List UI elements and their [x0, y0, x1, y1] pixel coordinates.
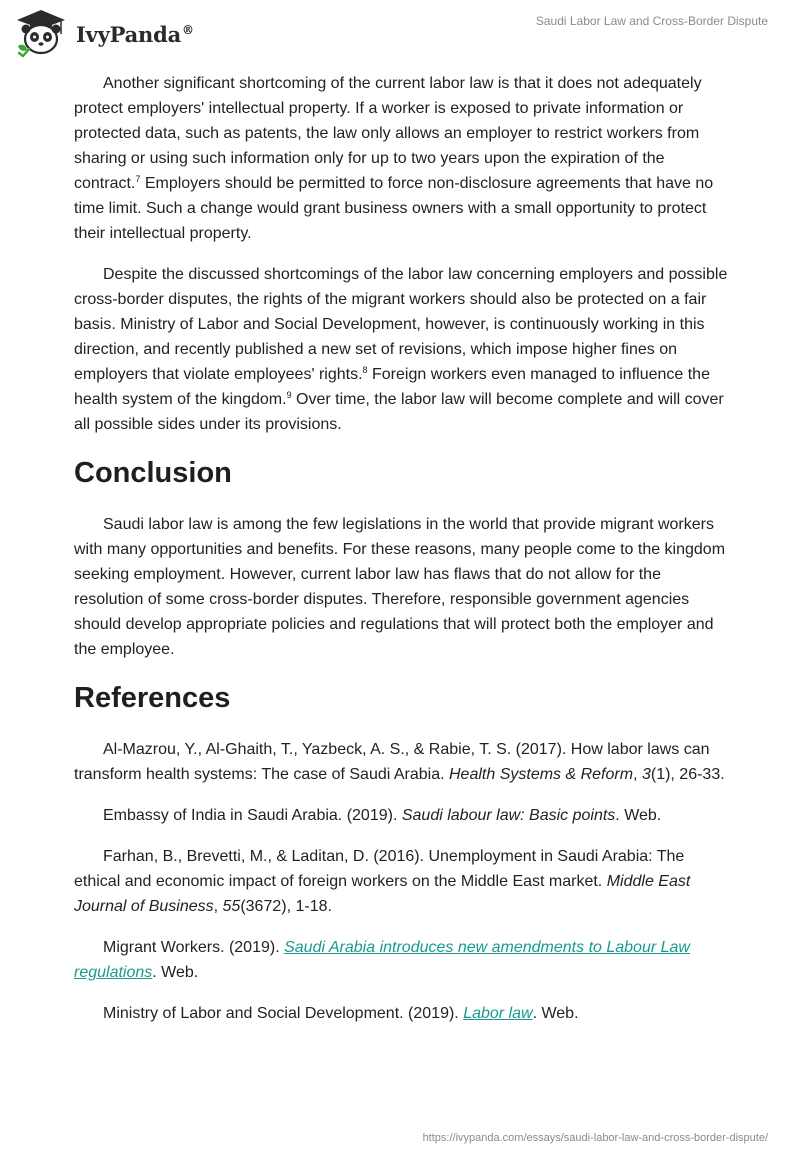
- reference-link[interactable]: Saudi Arabia introduces new amendments to Labour Law regulations: [74, 939, 690, 981]
- paragraph: Despite the discussed shortcomings of the labor law concerning employers and possible cross-border disputes, the rights of the migrant workers should also be protected on a fair basis. Ministry of Labor and Social Development, however, is continuously working in this direction, and recently published a new set of revisions, which impose higher fines on employers that violate employees' rights.$^8$ Foreign workers even managed to influence the health system of the kingdom.$^9$ Over time, the labor law will become complete and will cover all possible sides under its provisions.: [74, 266, 728, 433]
- reference-item: Al-Mazrou, Y., Al-Ghaith, T., Yazbeck, A. S., & Rabie, T. S. (2017). How labor laws can transform health systems: The case of Saudi Arabia. Health Systems & Reform, 3(1), 26-33.: [74, 741, 725, 783]
- essay-body: [74, 71, 730, 1042]
- source-url: https://ivypanda.com/essays/saudi-labor-law-and-cross-border-dispute/: [422, 1132, 768, 1144]
- document-title: Saudi Labor Law and Cross-Border Dispute: [535, 14, 768, 28]
- logo[interactable]: [14, 8, 194, 58]
- reference-link[interactable]: Labor law: [463, 1005, 533, 1022]
- reference-item: Farhan, B., Brevetti, M., & Laditan, D. (2016). Unemployment in Saudi Arabia: The ethical and economic impact of foreign workers on the Middle East market. Middle East Journal of Business, 55(3672), 1-18.: [74, 848, 691, 915]
- reference-item: Embassy of India in Saudi Arabia. (2019). Saudi labour law: Basic points. Web.: [103, 807, 662, 824]
- paragraph: Another significant shortcoming of the current labor law is that it does not adequately protect employers' intellectual property. If a worker is exposed to private information or protected data, such as patents, the law only allows an employer to restrict workers from sharing or using such information only for up to two years upon the expiration of the contract.$^7$ Employers should be permitted to force non-disclosure agreements that have no time limit. Such a change would grant business owners with a small opportunity to protect their intellectual property.: [74, 75, 714, 242]
- brand-name: IvyPanda®: [76, 21, 194, 47]
- reference-item: Ministry of Labor and Social Development. (2019). Labor law. Web.: [103, 1005, 579, 1022]
- panda-graduate-icon: [14, 8, 68, 58]
- references-heading: References: [74, 682, 231, 714]
- reference-item: Migrant Workers. (2019). Saudi Arabia introduces new amendments to Labour Law regulations. Web.: [74, 939, 690, 981]
- paragraph: Saudi labor law is among the few legislations in the world that provide migrant workers with many opportunities and benefits. For these reasons, many people come to the kingdom seeking employment. However, current labor law has flaws that do not allow for the resolution of some cross-border disputes. Therefore, responsible government agencies should develop appropriate policies and regulations that will protect both the employer and the employee.: [74, 516, 726, 658]
- conclusion-heading: Conclusion: [74, 457, 232, 489]
- footnote-marker[interactable]: 8: [362, 365, 368, 375]
- footnote-marker[interactable]: 7: [135, 174, 141, 184]
- footnote-marker[interactable]: 9: [286, 390, 292, 400]
